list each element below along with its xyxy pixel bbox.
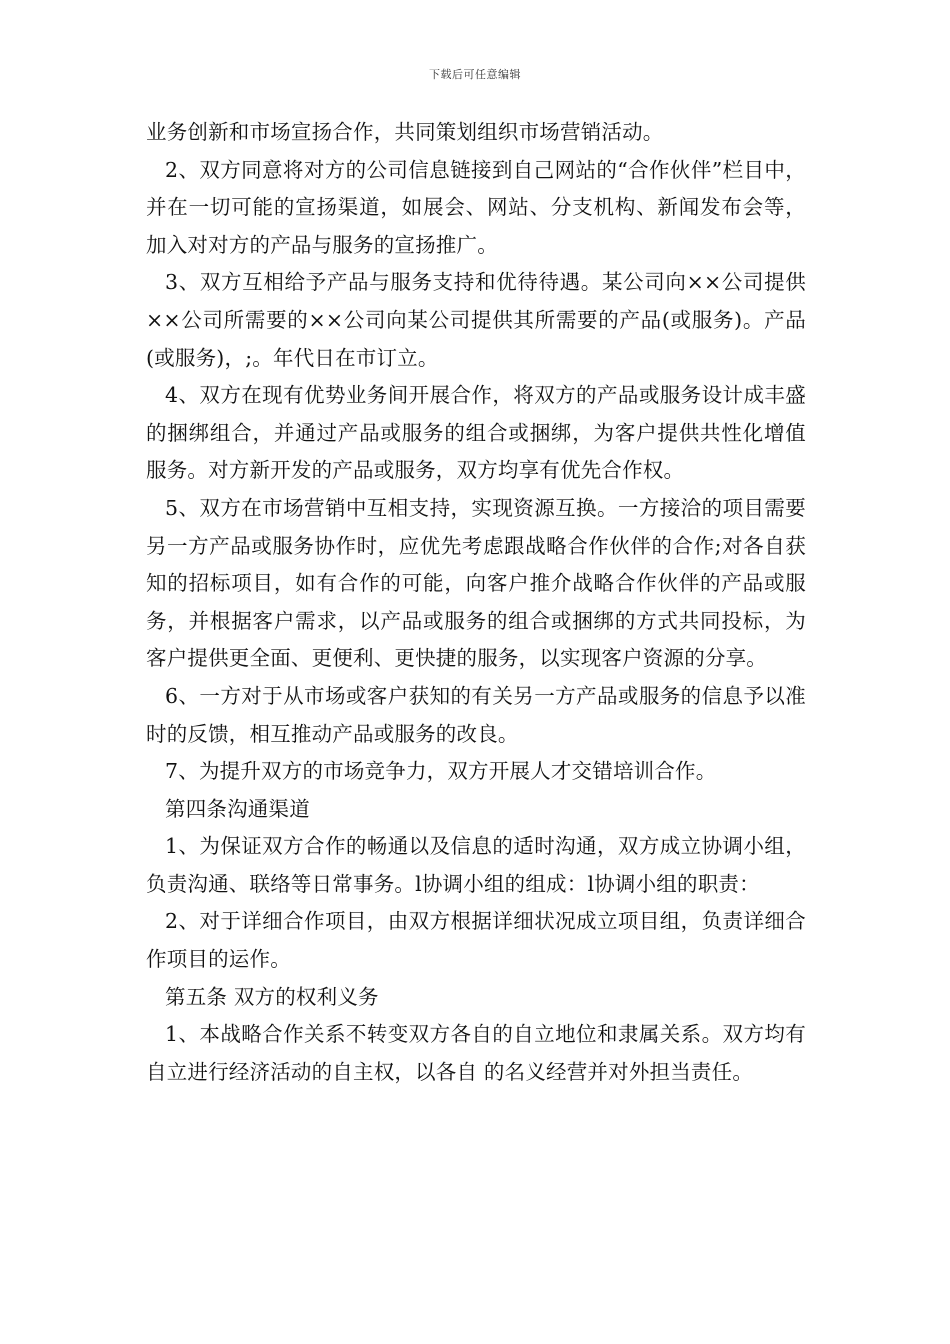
page-header-note: 下载后可任意编辑 (429, 68, 521, 81)
paragraph-clause-3-7: 7、为提升双方的市场竞争力，双方开展人才交错培训合作。 (165, 759, 717, 784)
section-heading-article-4: 第四条沟通渠道 (165, 796, 310, 821)
paragraph-clause-3-3: 3、双方互相给予产品与服务支持和优待待遇。某公司向××公司提供××公司所需要的××公司向某公司提供其所需要的产品(或服务)。产品(或服务)，;。年代日在市订立。 (146, 270, 806, 370)
paragraph-clause-3-2: 2、双方同意将对方的公司信息链接到自己网站的“合作伙伴”栏目中，并在一切可能的宣扬渠道，如展会、网站、分支机构、新闻发布会等，加入对对方的产品与服务的宣扬推广。 (146, 157, 806, 257)
paragraph-continuation: 业务创新和市场宣扬合作，共同策划组织市场营销活动。 (146, 120, 664, 144)
paragraph-clause-3-6: 6、一方对于从市场或客户获知的有关另一方产品或服务的信息予以准时的反馈，相互推动产品或服务的改良。 (146, 683, 806, 746)
paragraph-clause-4-1: 1、为保证双方合作的畅通以及信息的适时沟通，双方成立协调小组，负责沟通、联络等日常事务。l协调小组的组成：l协调小组的职责： (146, 834, 806, 896)
paragraph-clause-4-2: 2、对于详细合作项目，由双方根据详细状况成立项目组，负责详细合作项目的运作。 (146, 909, 806, 972)
paragraph-clause-3-4: 4、双方在现有优势业务间开展合作，将双方的产品或服务设计成丰盛的捆绑组合，并通过产品或服务的组合或捆绑，为客户提供共性化增值服务。对方新开发的产品或服务，双方均享有优先合作权。 (146, 383, 806, 483)
section-heading-article-5: 第五条 双方的权利义务 (165, 984, 379, 1009)
paragraph-clause-5-1: 1、本战略合作关系不转变双方各自的自立地位和隶属关系。双方均有自立进行经济活动的自主权，以各自 的名义经营并对外担当责任。 (146, 1022, 806, 1084)
paragraph-clause-3-5: 5、双方在市场营销中互相支持，实现资源互换。一方接洽的项目需要另一方产品或服务协作时，应优先考虑跟战略合作伙伴的合作;对各自获知的招标项目，如有合作的可能，向客户推介战略合作伙伴的产品或服务，并根据客户需求，以产品或服务的组合或捆绑的方式共同投标，为客户提供更全面、更便利、更快捷的服务，以实现客户资源的分享。 (146, 495, 806, 671)
document-body (146, 114, 806, 1091)
